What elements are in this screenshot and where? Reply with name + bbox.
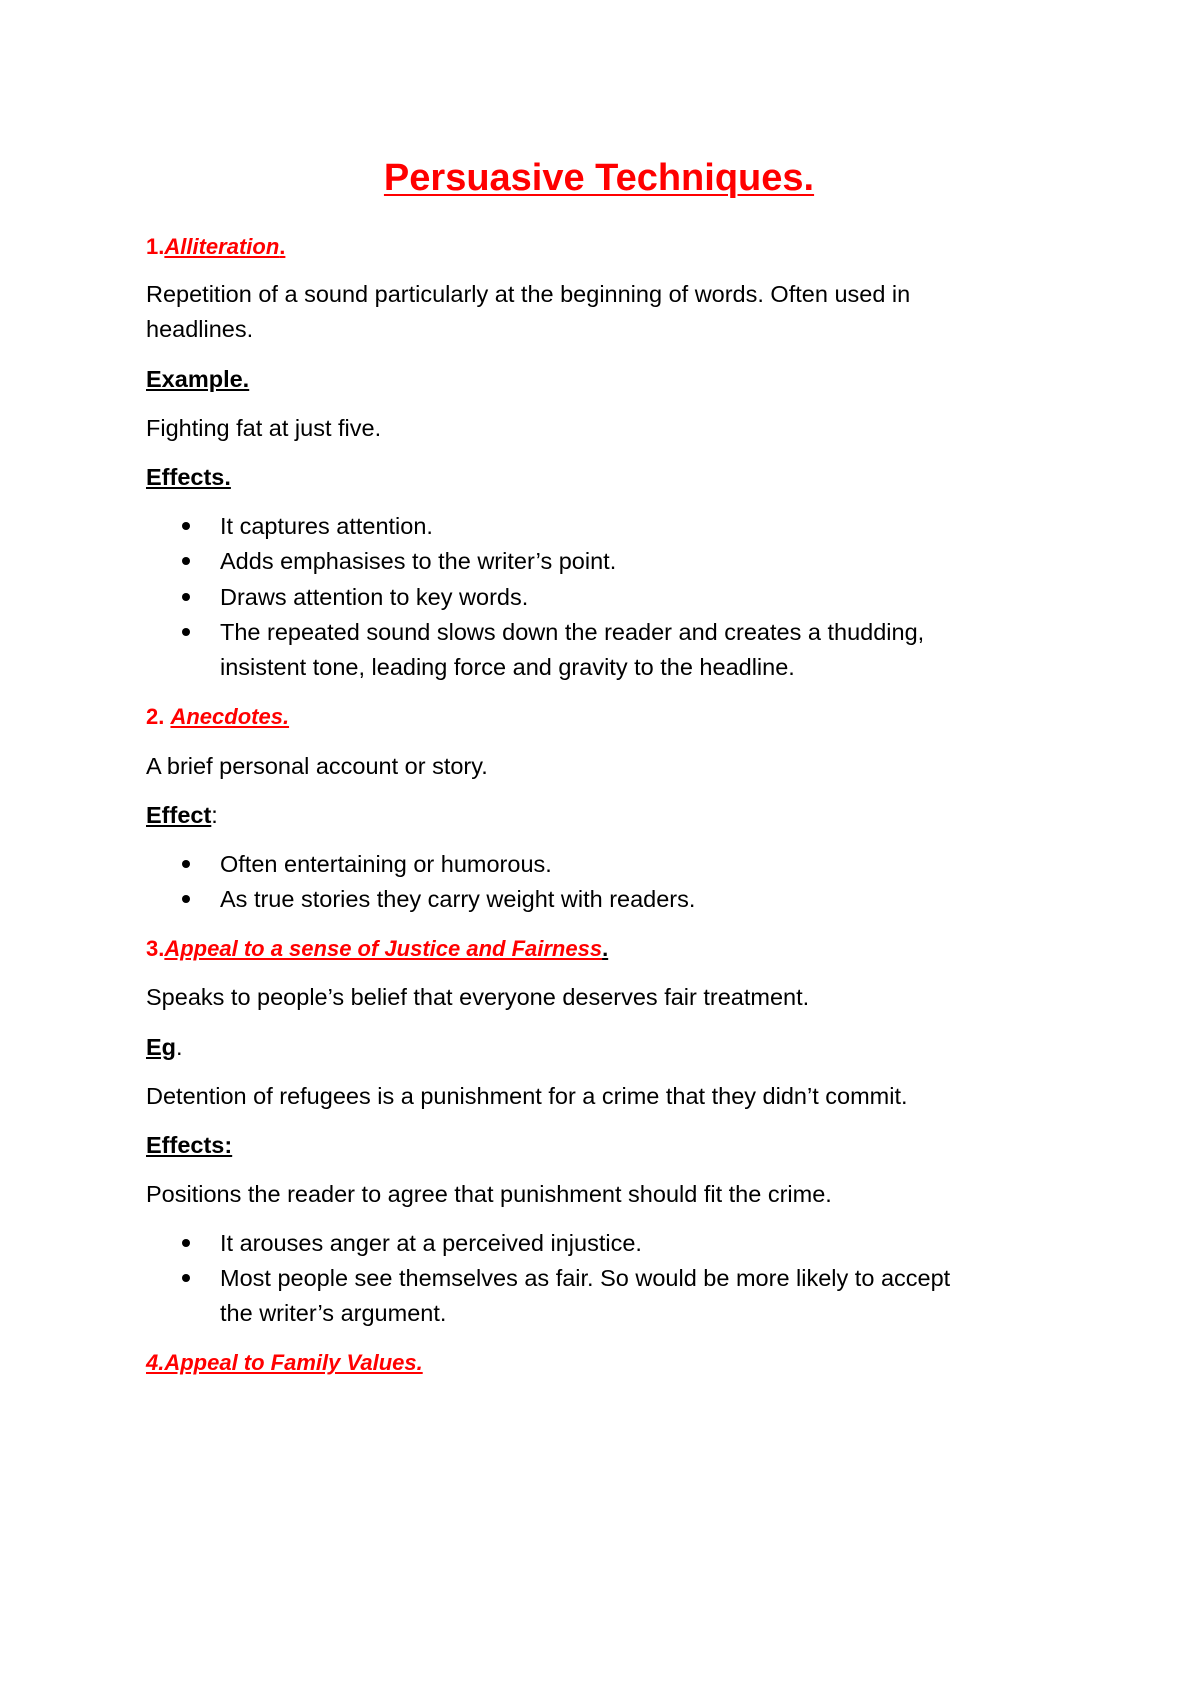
section-3-name: Appeal to a sense of Justice and Fairness (164, 936, 603, 961)
section-2-definition: A brief personal account or story. (146, 753, 488, 779)
bullet-text: insistent tone, leading force and gravity to the headline. (220, 654, 795, 680)
bullet-icon (182, 522, 190, 530)
section-3-number: 3. (146, 936, 165, 961)
list-item (146, 1225, 642, 1262)
section-2-effect-label-line (146, 797, 218, 834)
bullet-text: Draws attention to key words. (220, 584, 529, 610)
list-item (146, 881, 695, 918)
page-title: Persuasive Techniques. (383, 157, 815, 199)
section-3-eg-label-line (146, 1029, 183, 1066)
bullet-text: As true stories they carry weight with readers. (220, 886, 696, 912)
list-item (146, 579, 528, 616)
list-item (146, 1260, 950, 1297)
section-3-definition: Speaks to people’s belief that everyone deserves fair treatment. (146, 984, 810, 1010)
section-1-dot: . (279, 234, 286, 259)
list-item (146, 846, 552, 883)
bullet-icon (182, 1274, 190, 1282)
bullet-icon (182, 895, 190, 903)
bullet-text: Most people see themselves as fair. So would be more likely to accept (220, 1265, 951, 1291)
bullet-icon (182, 593, 190, 601)
list-item (146, 614, 924, 651)
section-2-effect-colon: : (211, 802, 218, 828)
list-item-continuation (146, 1295, 446, 1332)
bullet-text: Adds emphasises to the writer’s point. (220, 548, 617, 574)
bullet-icon (182, 628, 190, 636)
list-item (146, 543, 616, 580)
section-2-heading (146, 698, 289, 735)
section-1-heading (146, 228, 285, 265)
section-4-heading (146, 1344, 423, 1381)
section-3-dot: . (602, 936, 609, 961)
section-3-eg-dot: . (176, 1034, 183, 1060)
section-2-name: Anecdotes. (170, 704, 290, 729)
bullet-text: the writer’s argument. (220, 1300, 447, 1326)
section-1-example-text: Fighting fat at just five. (146, 415, 382, 441)
bullet-text: The repeated sound slows down the reader and creates a thudding, (220, 619, 925, 645)
bullet-text: It captures attention. (220, 513, 433, 539)
list-item-continuation (146, 649, 795, 686)
bullet-icon (182, 860, 190, 868)
section-3-eg-text: Detention of refugees is a punishment for a crime that they didn’t commit. (146, 1083, 908, 1109)
section-2-effect-label: Effect (146, 802, 212, 828)
section-3-heading (146, 930, 608, 967)
section-1-example-label: Example. (146, 366, 250, 392)
section-3-eg-label: Eg (146, 1034, 177, 1060)
section-1-effects-label: Effects. (146, 464, 231, 490)
bullet-text: It arouses anger at a perceived injustice. (220, 1230, 642, 1256)
section-3-effects-label: Effects: (146, 1132, 233, 1158)
bullet-icon (182, 1239, 190, 1247)
section-1-definition-line1: Repetition of a sound particularly at the beginning of words. Often used in (146, 281, 911, 307)
section-1-number: 1. (146, 234, 165, 259)
bullet-icon (182, 557, 190, 565)
section-4-name: 4.Appeal to Family Values. (146, 1350, 423, 1375)
title-wrap (146, 148, 1052, 208)
section-1-name: Alliteration (164, 234, 280, 259)
section-2-number: 2. (146, 704, 171, 729)
section-3-effects-text: Positions the reader to agree that punishment should fit the crime. (146, 1181, 832, 1207)
section-1-definition-line2: headlines. (146, 316, 254, 342)
bullet-text: Often entertaining or humorous. (220, 851, 552, 877)
list-item (146, 508, 433, 545)
